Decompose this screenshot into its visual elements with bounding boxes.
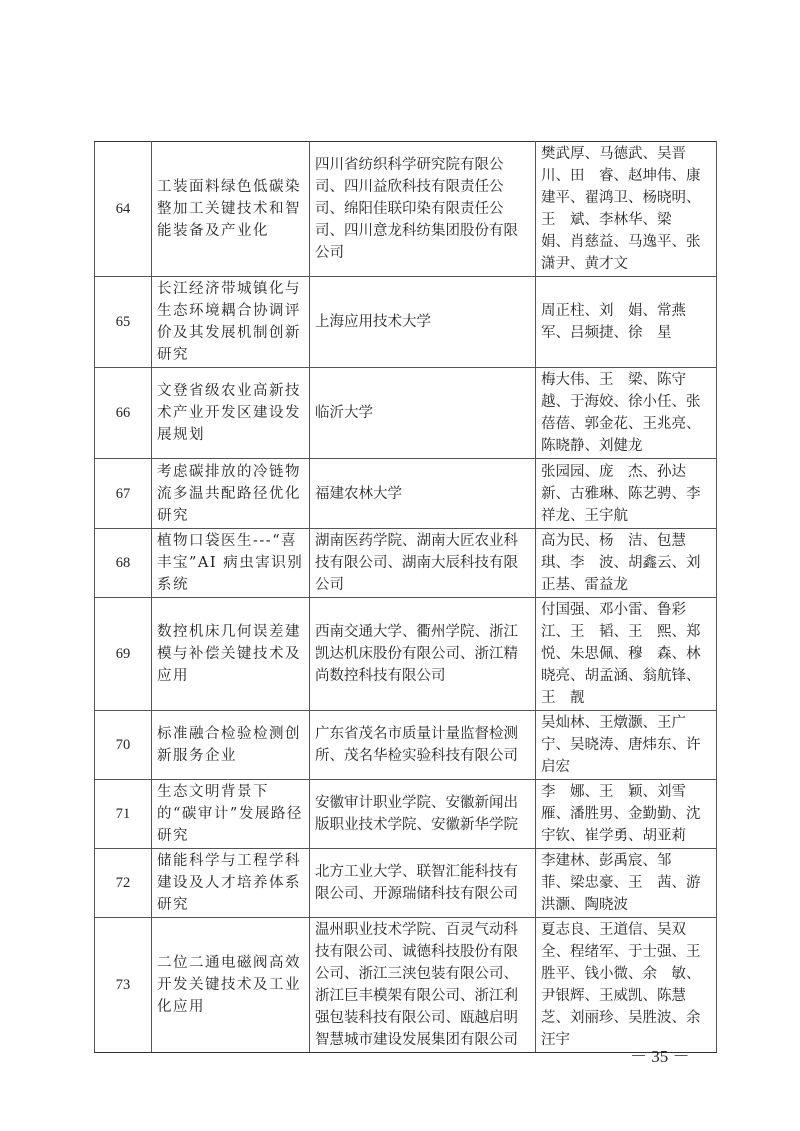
organizations: 上海应用技术大学 <box>310 277 536 368</box>
organizations: 四川省纺织科学研究院有限公司、四川益欣科技有限责任公司、绵阳佳联印染有限责任公司、四川意龙科纺集团股份有限公司 <box>310 142 536 277</box>
project-title: 二位二通电磁阀高效开发关键技术及工业化应用 <box>152 918 310 1053</box>
participants: 周正柱、刘 娟、常燕军、吕频捷、徐 星 <box>536 277 717 368</box>
awards-table-body <box>95 142 717 1053</box>
participants: 付国强、邓小雷、鲁彩江、王 韬、王 熙、郑 悦、朱思佩、穆 森、林晓亮、胡孟涵、翁航锋、王 靓 <box>536 598 717 711</box>
table-row <box>95 277 717 368</box>
organizations: 温州职业技术学院、百灵气动科技有限公司、诚德科技股份有限公司、浙江三浃包装有限公司、浙江巨丰模架有限公司、浙江利强包装科技有限公司、瓯越启明智慧城市建设发展集团有限公司 <box>310 918 536 1053</box>
row-number: 67 <box>95 459 152 529</box>
awards-table <box>94 141 717 1053</box>
table-row <box>95 368 717 459</box>
row-number: 65 <box>95 277 152 368</box>
row-number: 64 <box>95 142 152 277</box>
organizations: 安徽审计职业学院、安徽新闻出版职业技术学院、安徽新华学院 <box>310 780 536 849</box>
project-title: 工装面料绿色低碳染整加工关键技术和智能装备及产业化 <box>152 142 310 277</box>
organizations: 北方工业大学、联智汇能科技有限公司、开源瑞储科技有限公司 <box>310 849 536 918</box>
row-number: 71 <box>95 780 152 849</box>
project-title: 标准融合检验检测创新服务企业 <box>152 711 310 780</box>
row-number: 72 <box>95 849 152 918</box>
organizations: 湖南医药学院、湖南大匠农业科技有限公司、湖南大辰科技有限公司 <box>310 529 536 598</box>
row-number: 69 <box>95 598 152 711</box>
participants: 李建林、彭禹宸、邹 菲、梁忠豪、王 茜、游洪灏、陶晓波 <box>536 849 717 918</box>
organizations: 西南交通大学、衢州学院、浙江凯达机床股份有限公司、浙江精尚数控科技有限公司 <box>310 598 536 711</box>
project-title: 数控机床几何误差建模与补偿关键技术及应用 <box>152 598 310 711</box>
project-title: 生态文明背景下的“碳审计”发展路径研究 <box>152 780 310 849</box>
page-number: － 35 － <box>630 1047 690 1066</box>
participants: 梅大伟、王 梁、陈守越、于海姣、徐小任、张蓓蓓、郭金花、王兆亮、陈晓静、刘健龙 <box>536 368 717 459</box>
row-number: 73 <box>95 918 152 1053</box>
project-title: 文登省级农业高新技术产业开发区建设发展规划 <box>152 368 310 459</box>
table-row <box>95 918 717 1053</box>
participants: 夏志良、王道信、吴双全、程绪军、于士强、王胜平、钱小微、余 敏、尹银辉、王威凯、陈慧芝、刘丽珍、吴胜波、余汪宇 <box>536 918 717 1053</box>
participants: 樊武厚、马德武、吴晋川、田 睿、赵坤伟、康建平、翟鸿卫、杨晓明、王 斌、李林华、梁 娟、肖慈益、马逸平、张潇尹、黄才文 <box>536 142 717 277</box>
project-title: 植物口袋医生---“喜丰宝”AI 病虫害识别系统 <box>152 529 310 598</box>
table-row <box>95 849 717 918</box>
participants: 李 娜、王 颖、刘雪雁、潘胜男、金勤勤、沈宇钦、崔学勇、胡亚莉 <box>536 780 717 849</box>
row-number: 70 <box>95 711 152 780</box>
participants: 高为民、杨 洁、包慧琪、李 波、胡鑫云、刘正基、雷益龙 <box>536 529 717 598</box>
row-number: 68 <box>95 529 152 598</box>
participants: 张园园、庞 杰、孙达新、古雅琳、陈艺骋、李祥龙、王宇航 <box>536 459 717 529</box>
table-row <box>95 780 717 849</box>
project-title: 考虑碳排放的冷链物流多温共配路径优化研究 <box>152 459 310 529</box>
row-number: 66 <box>95 368 152 459</box>
participants: 吴灿林、王燉灏、王广宁、吴晓涛、唐炜东、许启宏 <box>536 711 717 780</box>
table-row <box>95 711 717 780</box>
table-row <box>95 459 717 529</box>
organizations: 福建农林大学 <box>310 459 536 529</box>
table-row <box>95 529 717 598</box>
organizations: 广东省茂名市质量计量监督检测所、茂名华检实验科技有限公司 <box>310 711 536 780</box>
table-row <box>95 598 717 711</box>
project-title: 长江经济带城镇化与生态环境耦合协调评价及其发展机制创新研究 <box>152 277 310 368</box>
project-title: 储能科学与工程学科建设及人才培养体系研究 <box>152 849 310 918</box>
table-row <box>95 142 717 277</box>
organizations: 临沂大学 <box>310 368 536 459</box>
